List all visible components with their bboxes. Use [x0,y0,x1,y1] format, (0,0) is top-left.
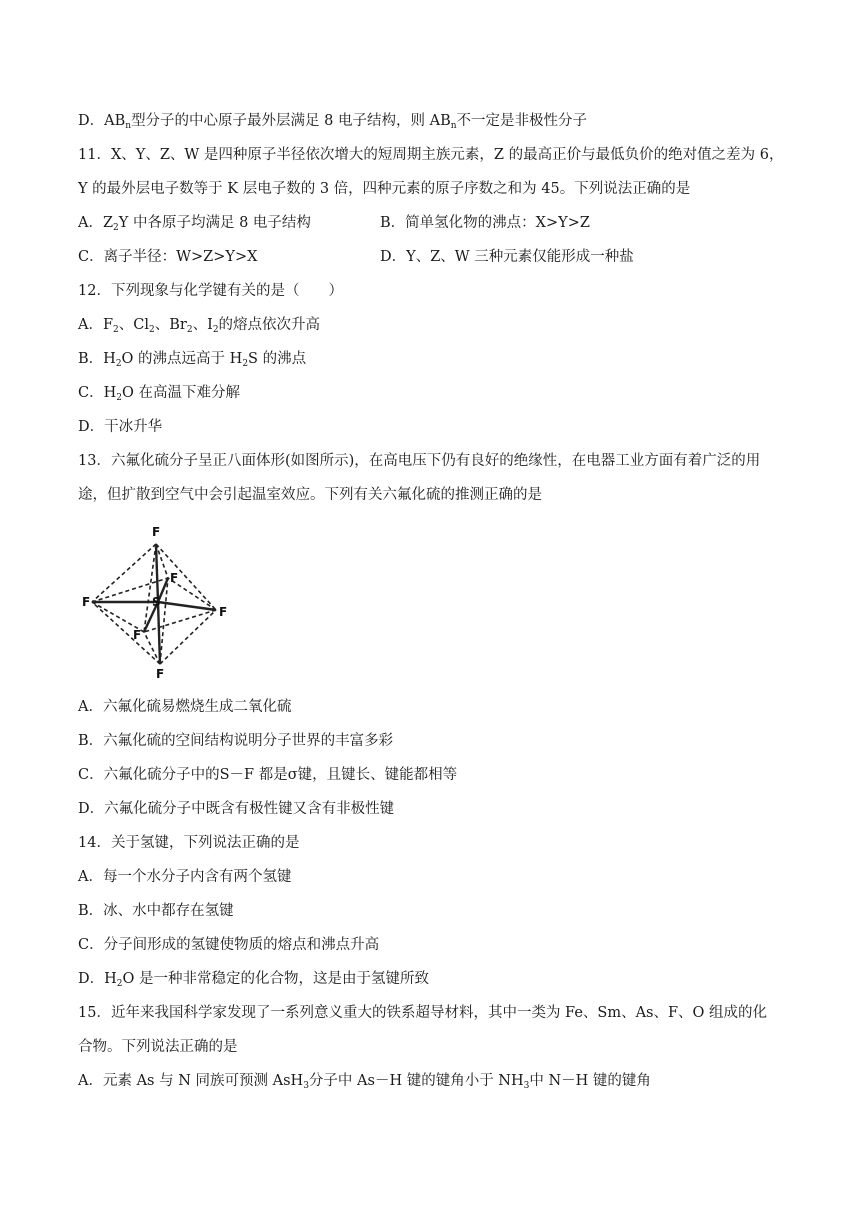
q11-option-c: C．离子半径：W>Z>Y>X [78,249,258,265]
q12-a-t6: 、I [192,317,213,333]
q15-a-t2: 分子中 As－H 键的键角小于 NH [308,1073,524,1089]
q10-d-sub-2: n [450,121,457,131]
sf6-octahedron-diagram [78,522,238,680]
q14-d-s1: 2 [116,979,123,989]
q15-a-t0: A．元素 As 与 N 同族可预测 AsH [78,1073,304,1089]
q13-stem-line-1: 13．六氟化硫分子呈正八面体形(如图所示)，在高电压下仍有良好的绝缘性，在电器工业方面有着广泛的用 [78,453,761,469]
q10-d-text-2: 型分子的中心原子最外层满足 8 电子结构，则 AB [131,113,451,129]
q10-d-text-3: 不一定是非极性分子 [456,113,588,129]
q12-a-s3: 2 [149,325,155,335]
q11-stem-line-1: 11．X、Y、Z、W 是四种原子半径依次增大的短周期主族元素，Z 的最高正价与最低负价的绝对值之差为 6， [78,147,784,163]
q12-c-t0: C．H [78,385,117,401]
q13-option-a: A．六氟化硫易燃烧生成二氧化硫 [78,699,292,715]
q12-b-t0: B．H [78,351,116,367]
label-f-right: F [219,605,228,619]
q11-option-a [78,213,311,238]
q11-stem-line-2: Y 的最外层电子数等于 K 层电子数的 3 倍，四种元素的原子序数之和为 45。下列说法正确的是 [78,181,691,197]
q12-a-t8: 的熔点依次升高 [218,317,321,333]
label-f-bottom: F [156,667,165,680]
q13-stem-line-2: 途，但扩散到空气中会引起温室效应。下列有关六氟化硫的推测正确的是 [78,487,542,503]
q14-d-t2: O 是一种非常稳定的化合物，这是由于氢键所致 [122,971,430,987]
q14-option-b: B．冰、水中都存在氢键 [78,903,234,919]
q11-a-sub: 2 [113,223,119,233]
q12-stem: 12．下列现象与化学键有关的是（ ） [78,283,343,299]
q10-d-text-1: D．AB [78,113,126,129]
q11-a-text-2: Y 中各原子均满足 8 电子结构 [118,215,311,231]
q15-stem-line-2: 合物。下列说法正确的是 [78,1039,238,1055]
label-f-top: F [152,525,161,539]
q11-option-d: D．Y、Z、W 三种元素仅能形成一种盐 [380,249,634,265]
q10-option-d [78,111,587,136]
label-s-center: S [152,595,161,609]
q11-option-b: B．简单氢化物的沸点：X>Y>Z [380,215,590,231]
q15-a-t4: 中 N－H 键的键角 [529,1073,651,1089]
q12-b-t2: O 的沸点远高于 H [121,351,243,367]
q12-b-s1: 2 [115,359,122,369]
label-f-front: F [133,628,142,642]
q12-a-s1: 2 [113,325,119,335]
q13-option-b: B．六氟化硫的空间结构说明分子世界的丰富多彩 [78,733,394,749]
q14-d-t0: D．H [78,971,117,987]
q12-c-s1: 2 [116,393,122,403]
q15-stem-line-1: 15．近年来我国科学家发现了一系列意义重大的铁系超导材料，其中一类为 Fe、Sm、As、F、O 组成的化 [78,1005,768,1021]
q15-a-s3: 3 [523,1081,530,1091]
q13-option-d: D．六氟化硫分子中既含有极性键又含有非极性键 [78,801,395,817]
q12-a-t0: A．F [78,317,114,333]
q12-b-t4: S 的沸点 [248,351,307,367]
q12-a-s7: 2 [212,325,219,335]
q14-option-a: A．每一个水分子内含有两个氢键 [78,869,292,885]
q12-a-s5: 2 [186,325,193,335]
q12-option-d: D．干冰升华 [78,419,163,435]
q12-a-t4: 、Br [154,317,187,333]
label-f-back: F [170,571,179,585]
q12-option-c [78,383,240,408]
q12-b-s3: 2 [242,359,249,369]
q12-option-b [78,349,306,374]
q10-d-sub-1: n [125,121,132,131]
q15-a-s1: 3 [303,1081,309,1091]
q13-option-c: C．六氟化硫分子中的S－F 都是σ键，且键长、键能都相等 [78,767,458,783]
q12-option-a [78,315,320,340]
q11-a-text-1: A．Z [78,215,114,231]
q14-option-d [78,969,429,994]
q14-stem: 14．关于氢键，下列说法正确的是 [78,835,300,851]
q12-a-t2: 、Cl [118,317,150,333]
q15-option-a [78,1071,651,1096]
q14-option-c: C．分子间形成的氢键使物质的熔点和沸点升高 [78,937,380,953]
label-f-left: F [82,595,91,609]
q12-c-t2: O 在高温下难分解 [121,385,240,401]
